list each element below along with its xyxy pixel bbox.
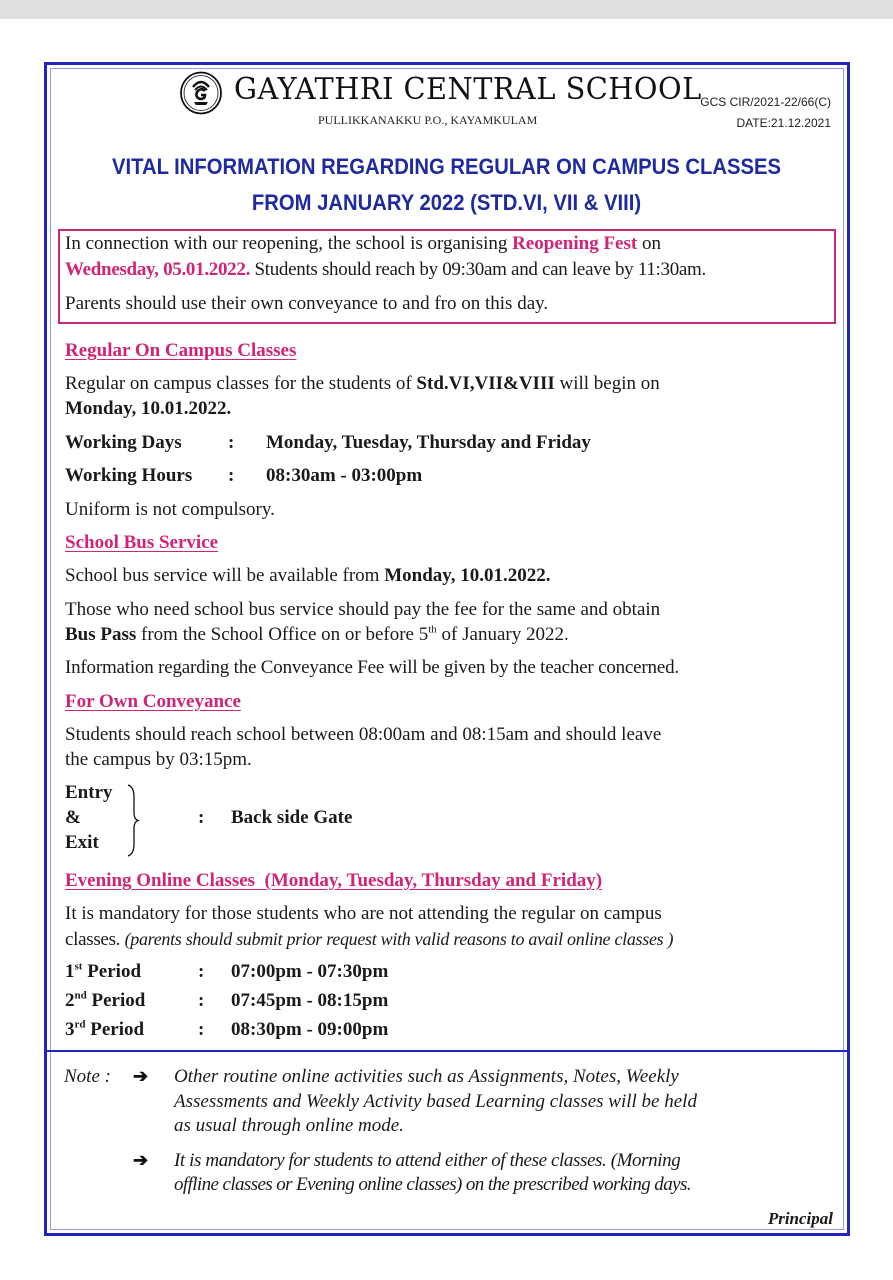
notes-divider — [47, 1050, 847, 1052]
ampersand-label: & — [65, 807, 81, 828]
reopening-line-1 — [65, 233, 661, 255]
period-word: Period — [87, 961, 142, 982]
period-2-colon: : — [198, 990, 205, 1011]
period-num: 2 — [65, 990, 75, 1011]
section-heading-own-conveyance: For Own Conveyance — [65, 691, 241, 712]
note-label: Note : — [64, 1066, 111, 1087]
working-days-colon: : — [228, 432, 235, 453]
online-classes-line-2 — [65, 929, 673, 951]
online-text: classes. — [65, 929, 125, 950]
working-days-label: Working Days — [65, 432, 182, 453]
section-heading-regular-classes: Regular On Campus Classes — [65, 340, 297, 361]
working-hours-label: Working Hours — [65, 465, 193, 486]
gate-colon: : — [198, 807, 205, 828]
arrow-right-icon: ➔ — [133, 1150, 149, 1171]
own-conveyance-line-2: the campus by 03:15pm. — [65, 749, 252, 770]
intro-suffix: will begin on — [554, 373, 660, 394]
period-1-time: 07:00pm - 07:30pm — [231, 961, 389, 982]
working-days-value: Monday, Tuesday, Thursday and Friday — [266, 432, 591, 453]
standards-bold: Std.VI,VII&VIII — [416, 373, 555, 394]
note-1-line-3: as usual through online mode. — [174, 1115, 404, 1136]
principal-signature: Principal — [767, 1209, 833, 1228]
bus-service-line-1 — [65, 565, 551, 587]
period-3-label — [65, 1019, 144, 1041]
bus-pass-bold: Bus Pass — [65, 624, 137, 645]
reopening-line-2 — [65, 259, 706, 281]
section-heading-bus-service: School Bus Service — [65, 532, 219, 553]
note-2-line-1: It is mandatory for students to attend either of these classes. (Morning — [174, 1150, 681, 1171]
uniform-note: Uniform is not compulsory. — [65, 499, 275, 520]
note-2-line-2: offline classes or Evening online classes) on the prescribed working days. — [174, 1174, 691, 1195]
working-hours-value: 08:30am - 03:00pm — [266, 465, 423, 486]
reopening-timing: Students should reach by 09:30am and can leave by 11:30am. — [250, 259, 706, 280]
arrow-right-icon: ➔ — [133, 1066, 149, 1087]
circular-date: DATE:21.12.2021 — [736, 116, 831, 130]
period-sup: rd — [74, 1018, 86, 1031]
period-num: 3 — [65, 1019, 75, 1040]
bus-pass-text: from the School Office on or before 5 — [136, 624, 429, 645]
period-3-time: 08:30pm - 09:00pm — [231, 1019, 389, 1040]
bus-start-date: Monday, 10.01.2022. — [384, 565, 551, 586]
period-word: Period — [91, 990, 146, 1011]
period-1-colon: : — [198, 961, 205, 982]
entry-exit-gate: Back side Gate — [231, 807, 353, 828]
note-1-line-1: Other routine online activities such as Assignments, Notes, Weekly — [174, 1066, 679, 1087]
section-heading-online-classes: Evening Online Classes (Monday, Tuesday, Thursday and Friday) — [65, 870, 603, 891]
own-conveyance-line-1: Students should reach school between 08:00am and 08:15am and should leave — [65, 724, 662, 745]
online-request-note: (parents should submit prior request with valid reasons to avail online classes ) — [124, 929, 674, 949]
regular-classes-start-date — [65, 398, 231, 420]
bus-service-line-2: Those who need school bus service should pay the fee for the same and obtain — [65, 599, 661, 620]
note-1-line-2: Assessments and Weekly Activity based Learning classes will be held — [174, 1091, 697, 1112]
period-2-time: 07:45pm - 08:15pm — [231, 990, 389, 1011]
bus-service-line-3 — [65, 624, 569, 646]
reopening-fest-highlight: Reopening Fest — [512, 233, 638, 254]
school-address: PULLIKKANAKKU P.O., KAYAMKULAM — [318, 113, 538, 127]
bus-service-line-4: Information regarding the Conveyance Fee will be given by the teacher concerned. — [65, 657, 679, 678]
entry-label: Entry — [65, 782, 113, 803]
online-classes-line-1: It is mandatory for those students who are not attending the regular on campus — [65, 903, 662, 924]
reopening-date-highlight: Wednesday, 05.01.2022. — [65, 259, 251, 280]
right-brace-icon — [126, 783, 140, 858]
circular-reference: GCS CIR/2021-22/66(C) — [700, 95, 831, 109]
start-date-bold: Monday, 10.01.2022. — [65, 398, 232, 419]
reopening-line-3: Parents should use their own conveyance to and fro on this day. — [65, 293, 549, 314]
period-sup: nd — [74, 989, 87, 1002]
page-title-line-1: VITAL INFORMATION REGARDING REGULAR ON CAMPUS CLASSES — [111, 154, 782, 179]
period-1-label — [65, 961, 141, 983]
school-emblem-icon — [179, 71, 223, 115]
working-hours-colon: : — [228, 465, 235, 486]
intro-text: Regular on campus classes for the students of — [65, 373, 417, 394]
period-word: Period — [90, 1019, 145, 1040]
school-name: GAYATHRI CENTRAL SCHOOL — [234, 72, 702, 107]
reopening-text: In connection with our reopening, the school is organising — [65, 233, 513, 254]
period-2-label — [65, 990, 145, 1012]
bus-text: School bus service will be available from — [65, 565, 385, 586]
period-3-colon: : — [198, 1019, 205, 1040]
ordinal-suffix: th — [428, 623, 437, 636]
page-title-line-2: FROM JANUARY 2022 (STD.VI, VII & VIII) — [251, 190, 642, 215]
period-sup: st — [74, 960, 83, 973]
viewer-top-bar — [0, 0, 893, 19]
regular-classes-intro — [65, 373, 660, 395]
bus-pass-deadline: of January 2022. — [436, 624, 569, 645]
reopening-text-suffix: on — [637, 233, 661, 254]
exit-label: Exit — [65, 832, 99, 853]
period-num: 1 — [65, 961, 75, 982]
